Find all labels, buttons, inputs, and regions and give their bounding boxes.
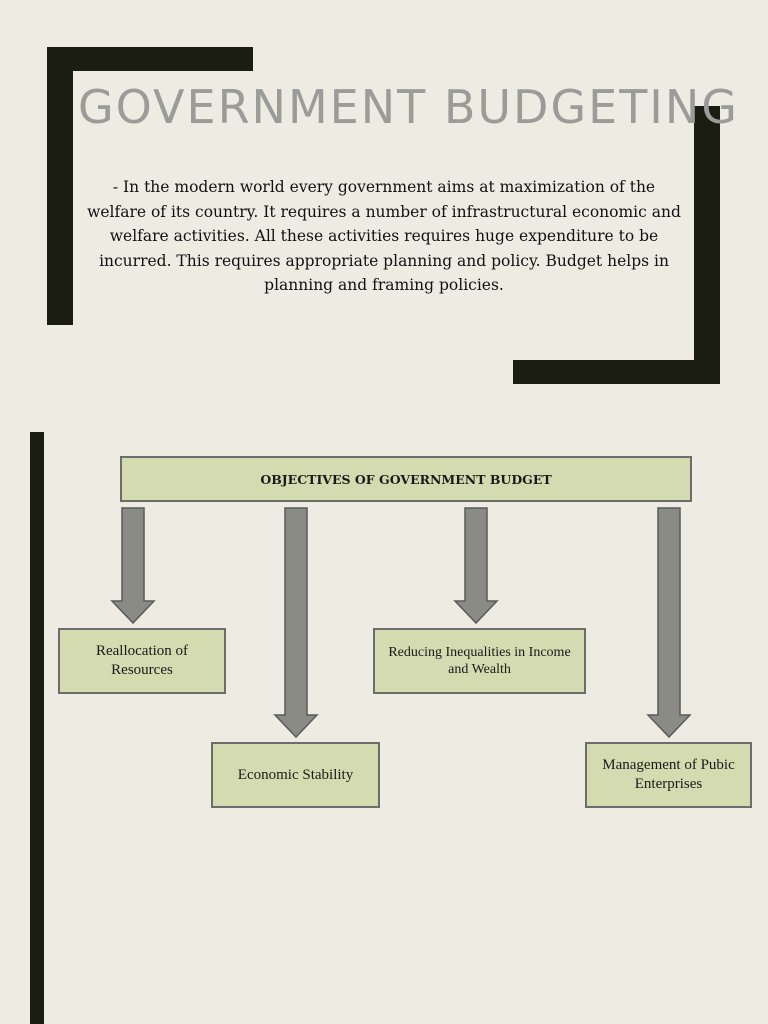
node-reallocation-of-resources: Reallocation of Resources xyxy=(58,628,226,694)
arrow-to-economic-stability xyxy=(275,508,317,737)
node-management-of-public-enterprises: Management of Pubic Enterprises xyxy=(585,742,752,808)
arrow-to-reducing-inequalities xyxy=(455,508,497,623)
node-reducing-inequalities: Reducing Inequalities in Income and Wealth xyxy=(373,628,586,694)
node-economic-stability: Economic Stability xyxy=(211,742,380,808)
arrow-to-management xyxy=(648,508,690,737)
intro-paragraph: - In the modern world every government aims at maximization of the welfare of its country. It requires a number of infrastructural economic and welfare activities. All these activities requires huge expenditure to be incurred. This requires appropriate planning and policy. Budget helps in planning and framing policies. xyxy=(87,178,681,294)
objectives-header-box: OBJECTIVES OF GOVERNMENT BUDGET xyxy=(120,456,692,502)
page-title: GOVERNMENT BUDGETING xyxy=(78,80,739,134)
arrow-to-reallocation xyxy=(112,508,154,623)
